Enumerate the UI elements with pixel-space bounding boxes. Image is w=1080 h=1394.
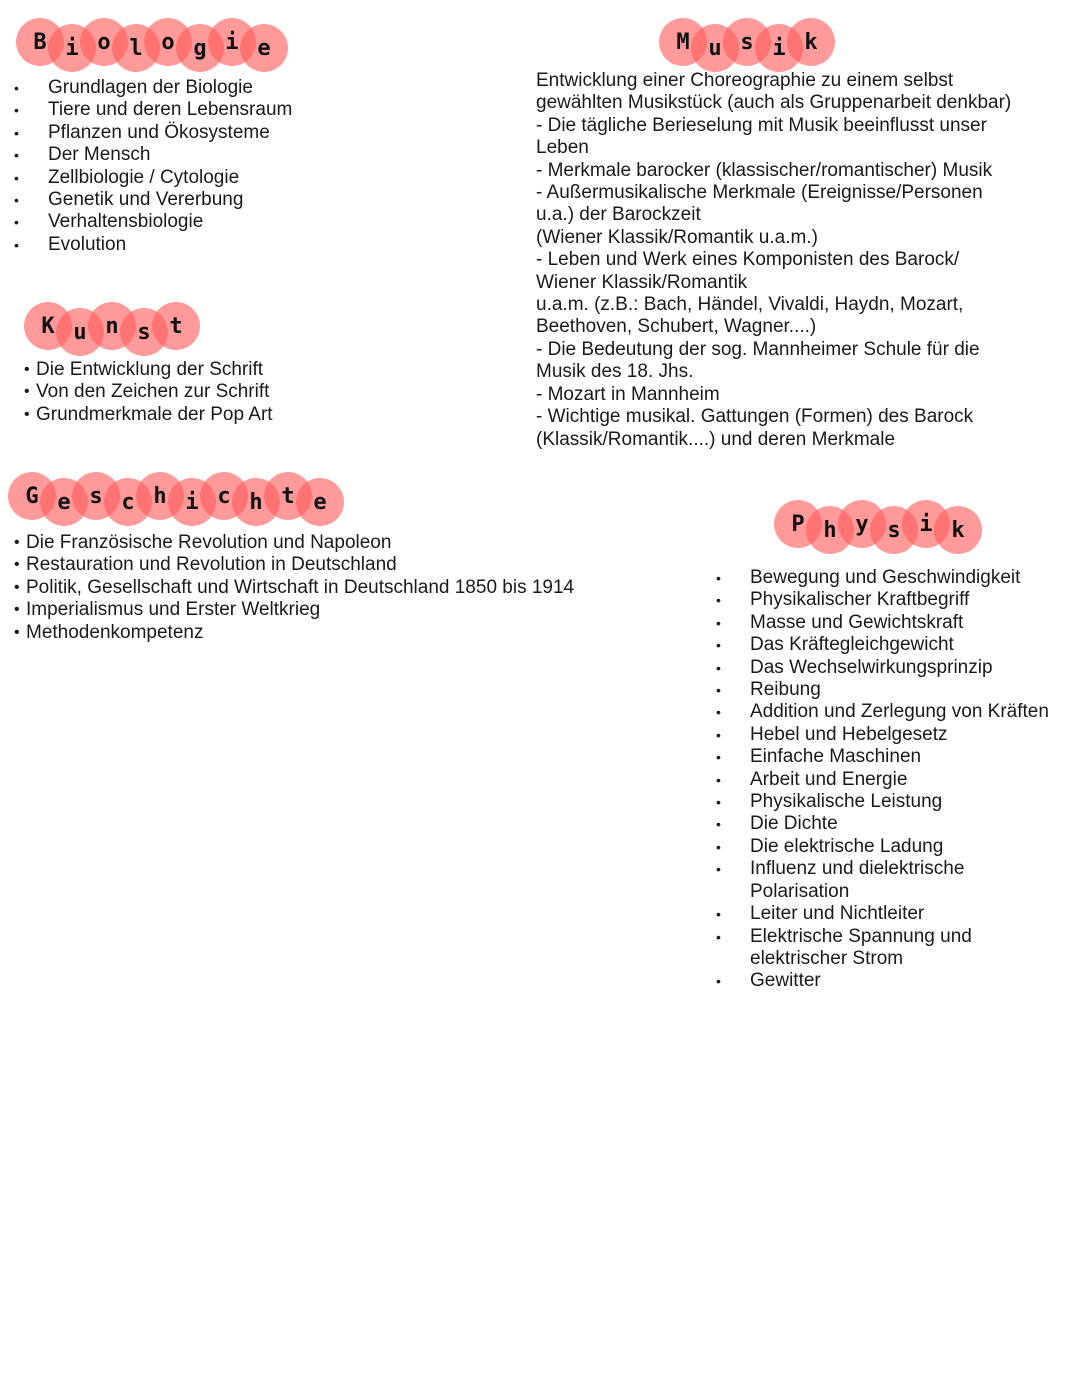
heading-letter-char: k <box>951 517 965 543</box>
heading-letter-char: u <box>708 35 722 61</box>
heading-letter <box>302 484 338 520</box>
list-item: • Leiter und Nichtleiter <box>716 903 1066 925</box>
heading-letter-char: t <box>169 313 183 339</box>
musik-line: - Die tägliche Berieselung mit Musik beeinflusst unser <box>536 114 987 136</box>
list-item: • Influenz und dielektrische Polarisation <box>716 858 1066 903</box>
heading-letter-char: o <box>161 29 175 55</box>
physik-list <box>716 567 1066 993</box>
heading-letter-char: g <box>193 35 207 61</box>
musik-line: gewählten Musikstück (auch als Gruppenarbeit denkbar) <box>536 92 1012 114</box>
musik-line: Leben <box>536 137 589 159</box>
list-item: • Grundlagen der Biologie <box>14 77 292 99</box>
list-item: • Der Mensch <box>14 144 292 166</box>
heading-letter-char: h <box>153 483 167 509</box>
geschichte-heading <box>14 468 334 524</box>
list-item: • Hebel und Hebelgesetz <box>716 724 1066 746</box>
heading-letter-char: h <box>249 489 263 515</box>
list-item: • Tiere und deren Lebensraum <box>14 99 292 121</box>
musik-line: - Leben und Werk eines Komponisten des Barock/ <box>536 249 960 271</box>
heading-letter-char: h <box>823 517 837 543</box>
heading-letter-char: i <box>772 35 786 61</box>
list-item: • Die Entwicklung der Schrift <box>24 359 273 381</box>
list-item: • Genetik und Vererbung <box>14 189 292 211</box>
kunst-heading <box>30 298 190 354</box>
list-item: • Die elektrische Ladung <box>716 836 1066 858</box>
musik-line: Beethoven, Schubert, Wagner....) <box>536 316 817 338</box>
list-item: • Masse und Gewichtskraft <box>716 612 1066 634</box>
list-item: • Addition und Zerlegung von Kräften <box>716 701 1066 723</box>
heading-letter-char: c <box>121 489 135 515</box>
list-item: • Arbeit und Energie <box>716 769 1066 791</box>
list-item: • Einfache Maschinen <box>716 746 1066 768</box>
list-item: • Die Dichte <box>716 813 1066 835</box>
musik-line: - Mozart in Mannheim <box>536 383 720 405</box>
heading-letter <box>940 512 976 548</box>
list-item: • Pflanzen und Ökosysteme <box>14 122 292 144</box>
heading-letter-char: i <box>65 35 79 61</box>
heading-letter <box>246 30 282 66</box>
list-item: • Elektrische Spannung und elektrischer Strom <box>716 926 1066 971</box>
musik-line: - Außermusikalische Merkmale (Ereignisse/Personen <box>536 182 983 204</box>
musik-line: Wiener Klassik/Romantik <box>536 271 748 293</box>
list-item: • Physikalischer Kraftbegriff <box>716 589 1066 611</box>
list-item: • Imperialismus und Erster Weltkrieg <box>14 599 574 621</box>
list-item: • Evolution <box>14 234 292 256</box>
musik-line: u.a.) der Barockzeit <box>536 204 701 226</box>
musik-heading <box>665 14 825 70</box>
list-item: • Bewegung und Geschwindigkeit <box>716 567 1066 589</box>
geschichte-list <box>14 532 574 644</box>
list-item: • Reibung <box>716 679 1066 701</box>
heading-letter-char: B <box>33 29 47 55</box>
heading-letter-char: P <box>791 511 805 537</box>
heading-letter-char: e <box>313 489 327 515</box>
heading-letter-char: e <box>257 35 271 61</box>
heading-letter-char: M <box>676 29 690 55</box>
musik-line: - Wichtige musikal. Gattungen (Formen) des Barock <box>536 406 974 428</box>
heading-letter-char: c <box>217 483 231 509</box>
musik-line: Entwicklung einer Choreographie zu einem selbst <box>536 70 954 91</box>
physik-heading <box>780 496 972 552</box>
list-item: • Politik, Gesellschaft und Wirtschaft in Deutschland 1850 bis 1914 <box>14 577 574 599</box>
heading-letter <box>158 308 194 344</box>
list-item: • Gewitter <box>716 970 1066 992</box>
heading-letter-char: y <box>855 511 869 537</box>
heading-letter-char: G <box>25 483 39 509</box>
heading-letter-char: s <box>740 29 754 55</box>
heading-letter-char: s <box>887 517 901 543</box>
list-item: • Physikalische Leistung <box>716 791 1066 813</box>
heading-letter-char: s <box>89 483 103 509</box>
heading-letter-char: l <box>129 35 143 61</box>
heading-letter-char: u <box>73 319 87 345</box>
list-item: • Methodenkompetenz <box>14 622 574 644</box>
list-item: • Restauration und Revolution in Deutschland <box>14 554 574 576</box>
heading-letter-char: o <box>97 29 111 55</box>
list-item: • Grundmerkmale der Pop Art <box>24 404 273 426</box>
list-item: • Die Französische Revolution und Napoleon <box>14 532 574 554</box>
heading-letter-char: k <box>804 29 818 55</box>
biologie-list <box>14 77 292 256</box>
list-item: • Das Kräftegleichgewicht <box>716 634 1066 656</box>
heading-letter-char: K <box>41 313 55 339</box>
musik-line: (Wiener Klassik/Romantik u.a.m.) <box>536 226 818 248</box>
heading-letter-char: n <box>105 313 119 339</box>
musik-line: (Klassik/Romantik....) und deren Merkmale <box>536 428 896 450</box>
heading-letter-char: i <box>919 511 933 537</box>
list-item: • Zellbiologie / Cytologie <box>14 167 292 189</box>
musik-line: - Die Bedeutung der sog. Mannheimer Schule für die <box>536 338 980 360</box>
heading-letter-char: i <box>225 29 239 55</box>
heading-letter-char: e <box>57 489 71 515</box>
heading-letter-char: i <box>185 489 199 515</box>
heading-letter-char: t <box>281 483 295 509</box>
list-item: • Das Wechselwirkungsprinzip <box>716 657 1066 679</box>
heading-letter <box>793 24 829 60</box>
musik-line: u.a.m. (z.B.: Bach, Händel, Vivaldi, Haydn, Mozart, <box>536 294 964 316</box>
musik-text <box>536 70 1066 451</box>
kunst-list <box>24 359 273 426</box>
heading-letter-char: s <box>137 319 151 345</box>
list-item: • Von den Zeichen zur Schrift <box>24 381 273 403</box>
biologie-heading <box>22 14 278 70</box>
musik-line: - Merkmale barocker (klassischer/romantischer) Musik <box>536 159 993 181</box>
list-item: • Verhaltensbiologie <box>14 211 292 233</box>
musik-line: Musik des 18. Jhs. <box>536 361 694 383</box>
